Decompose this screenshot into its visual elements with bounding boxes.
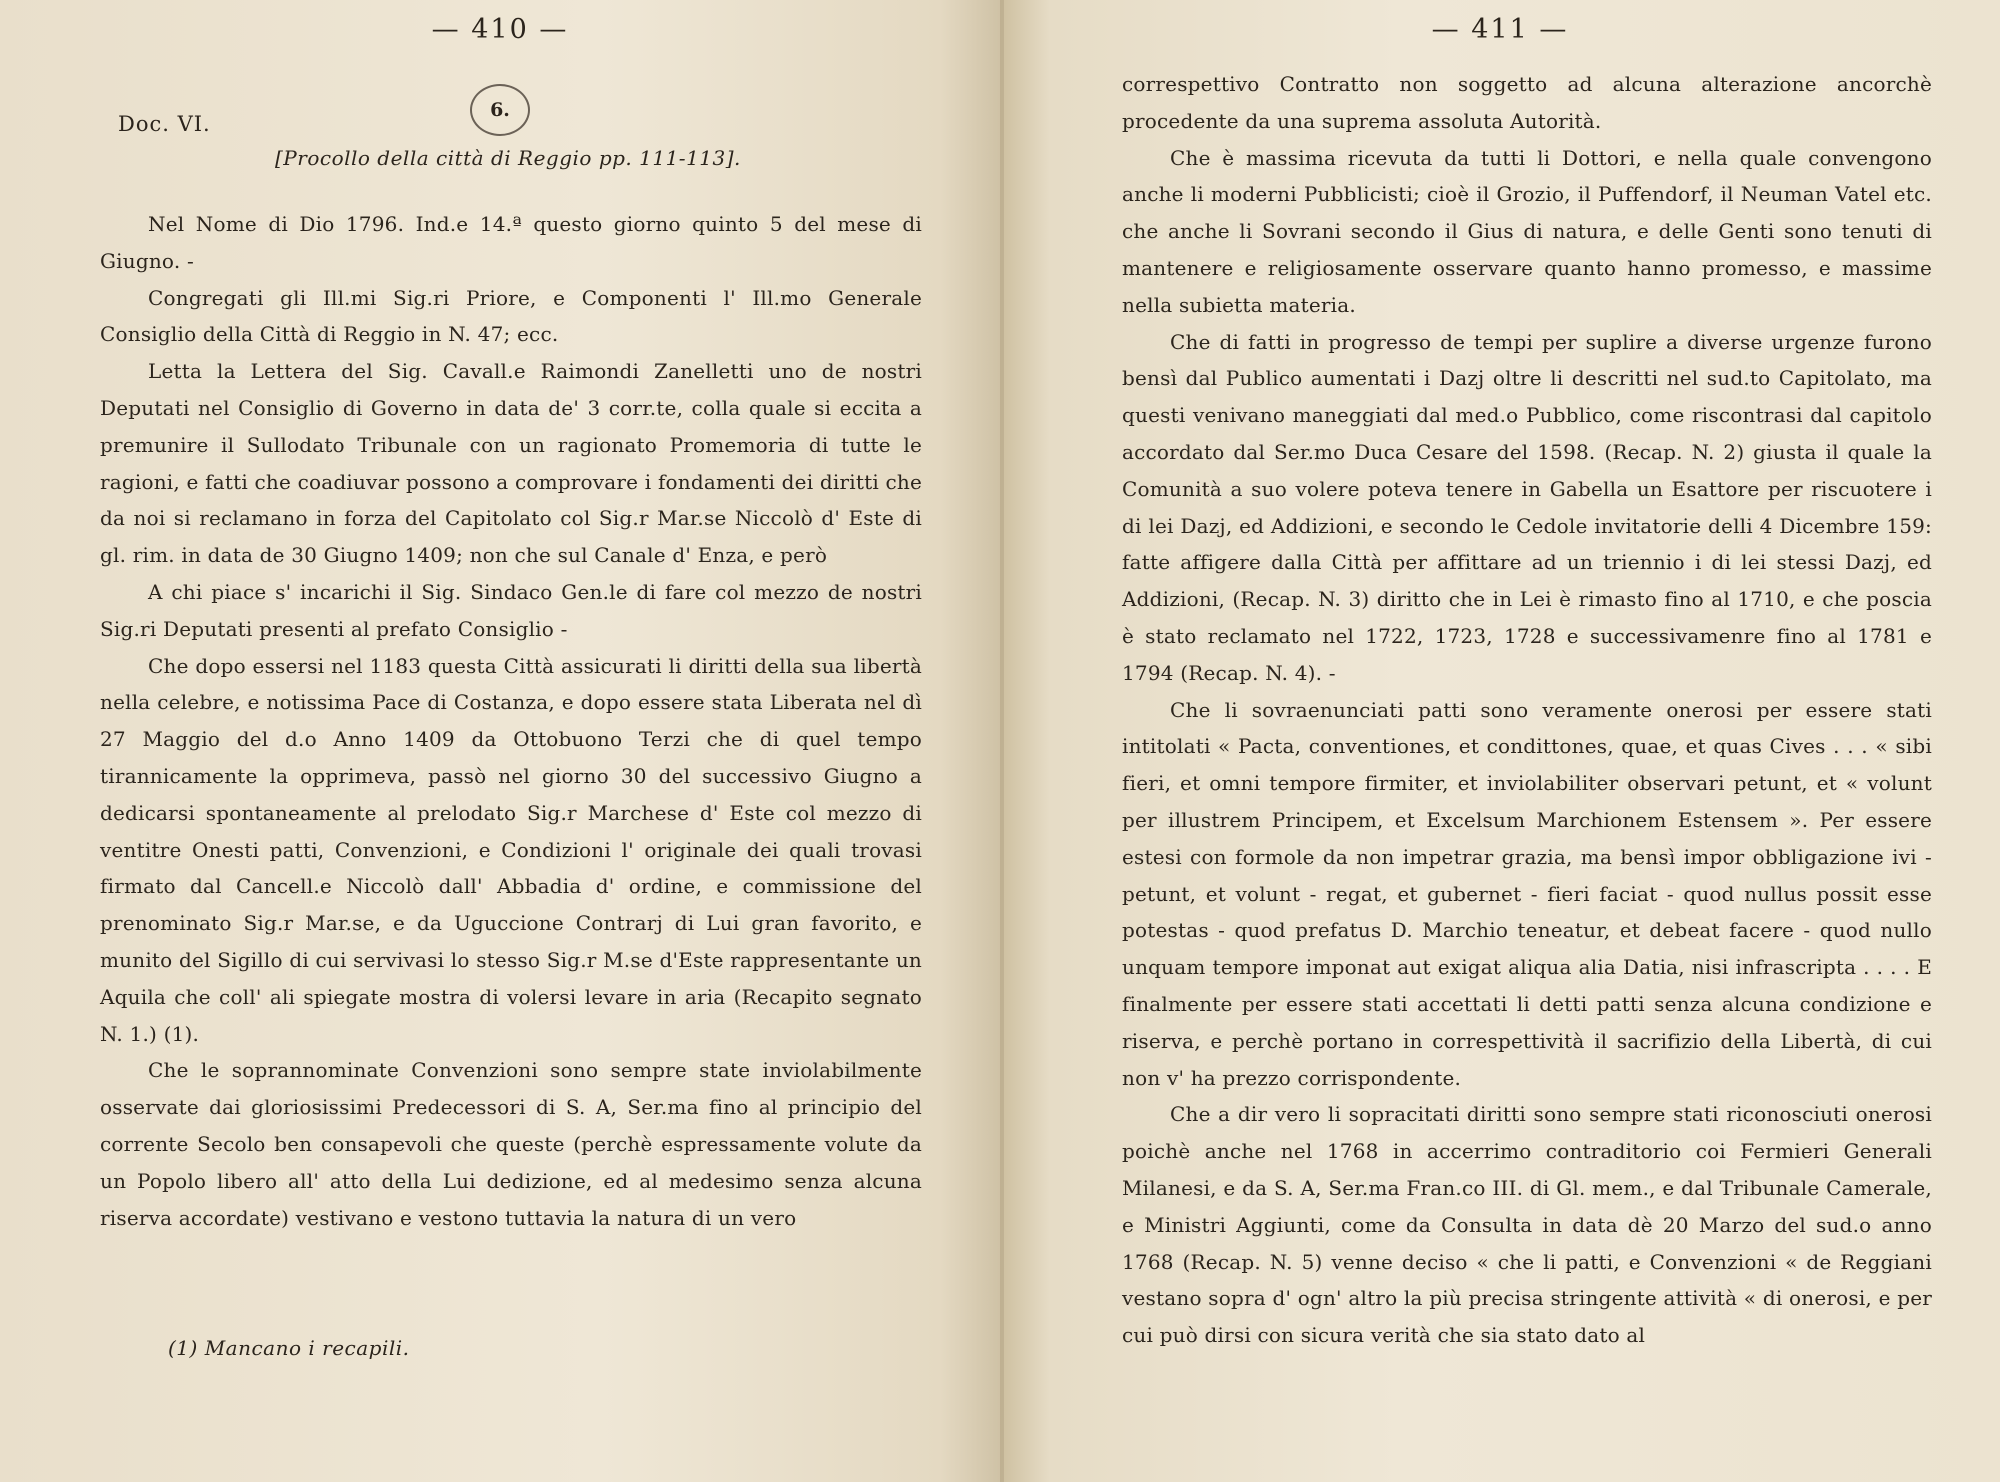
book-gutter <box>1000 0 1004 1482</box>
page-number-410: — 410 — <box>431 14 569 45</box>
right-body-text <box>1122 66 1932 1354</box>
paragraph: Che di fatti in progresso de tempi per suplire a diverse urgenze furono bensì dal Publico aumentati i Dazj oltre li descritti nel sud.to Capitolato, ma questi venivano maneggiati dal med.o Pubblico, come riscontrasi dal capitolo accordato dal Ser.mo Duca Cesare del 1598. (Recap. N. 2) giusta il quale la Comunità a suo volere poteva tenere in Gabella un Esattore per riscuotere i di lei Dazj, ed Addizioni, e secondo le Cedole invitatorie delli 4 Dicembre 159: fatte affigere dalla Città per affittare ad un triennio i di lei stessi Dazj, ed Addizioni, (Recap. N. 3) diritto che in Lei è rimasto fino al 1710, e che poscia è stato reclamato nel 1722, 1723, 1728 e successivamenre fino al 1781 e 1794 (Recap. N. 4). - <box>1122 329 1932 685</box>
document-label: Doc. VI. <box>118 112 211 136</box>
footnote: (1) Mancano i recapili. <box>168 1336 410 1360</box>
continuation-paragraph: correspettivo Contratto non soggetto ad alcuna alterazione ancorchè procedente da una suprema assoluta Autorità. <box>1122 72 1932 133</box>
page-number-411: — 411 — <box>1431 14 1569 45</box>
document-source: [Procollo della città di Reggio pp. 111-113]. <box>275 146 741 170</box>
left-body-text <box>100 206 922 1236</box>
paragraph: Che è massima ricevuta da tutti li Dottori, e nella quale convengono anche li moderni Pubblicisti; cioè il Grozio, il Puffendorf, il Neuman Vatel etc. che anche li Sovrani secondo il Gius di natura, e delle Genti sono tenuti di mantenere e religiosamente osservare quanto hanno promesso, e massime nella subietta materia. <box>1122 145 1932 317</box>
paragraph: Congregati gli Ill.mi Sig.ri Priore, e Componenti l' Ill.mo Generale Consiglio della Città di Reggio in N. 47; ecc. <box>100 285 922 347</box>
paragraph: A chi piace s' incarichi il Sig. Sindaco Gen.le di fare col mezzo de nostri Sig.ri Deputati presenti al prefato Consiglio - <box>100 579 922 641</box>
paragraph: Nel Nome di Dio 1796. Ind.e 14.ª questo giorno quinto 5 del mese di Giugno. - <box>100 212 922 273</box>
paragraph: Che a dir vero li sopracitati diritti sono sempre stati riconosciuti onerosi poichè anche nel 1768 in accerrimo contraditorio coi Fermieri Generali Milanesi, e da S. A, Ser.ma Fran.co III. di Gl. mem., e dal Tribunale Camerale, e Ministri Aggiunti, come da Consulta in data dè 20 Marzo del sud.o anno 1768 (Recap. N. 5) venne deciso « che li patti, e Convenzioni « de Reggiani vestano sopra d' ogn' altro la più precisa stringente attività « di onerosi, e per cui può dirsi con sicura verità che sia stato dato al <box>1122 1102 1932 1348</box>
document-number-circled: 6. <box>470 84 530 136</box>
paragraph: Che dopo essersi nel 1183 questa Città assicurati li diritti della sua libertà nella celebre, e notissima Pace di Costanza, e dopo essere stata Liberata nel dì 27 Maggio del d.o Anno 1409 da Ottobuono Terzi che di quel tempo tirannicamente la opprimeva, passò nel giorno 30 del successivo Giugno a dedicarsi spontaneamente al prelodato Sig.r Marchese d' Este col mezzo di ventitre Onesti patti, Convenzioni, e Condizioni l' originale dei quali trovasi firmato dal Cancell.e Niccolò dall' Abbadia d' ordine, e commissione del prenominato Sig.r Mar.se, e da Uguccione Contrarj di Lui gran favorito, e munito del Sigillo di cui servivasi lo stesso Sig.r M.se d'Este rappresentante un Aquila che coll' ali spiegate mostra di volersi levare in aria (Recapito segnato N. 1.) (1). <box>100 653 922 1046</box>
paragraph: Che le soprannominate Convenzioni sono sempre state inviolabilmente osservate dai gloriosissimi Predecessori di S. A, Ser.ma fino al principio del corrente Secolo ben consapevoli che queste (perchè espressamente volute da un Popolo libero all' atto della Lui dedizione, ed al medesimo senza alcuna riserva accordate) vestivano e vestono tuttavia la natura di un vero <box>100 1058 922 1230</box>
right-page <box>1000 0 2000 1482</box>
paragraph: Che li sovraenunciati patti sono veramente onerosi per essere stati intitolati « Pacta, conventiones, et condittones, quae, et quas Cives . . . « sibi fieri, et omni tempore firmiter, et inviolabiliter observari petunt, et « volunt per illustrem Principem, et Excelsum Marchionem Estensem ». Per essere estesi con formole da non impetrar grazia, ma bensì impor obbligazione ivi - petunt, et volunt - regat, et gubernet - fieri faciat - quod nullus possit esse potestas - quod prefatus D. Marchio teneatur, et debeat facere - quod nullo unquam tempore imponat aut exigat aliqua alia Datia, nisi infrascripta . . . . E finalmente per essere stati accettati li detti patti senza alcuna condizione e riserva, e perchè portano in correspettività il sacrifizio della Libertà, di cui non v' ha prezzo corrispondente. <box>1122 697 1932 1090</box>
paragraph: Letta la Lettera del Sig. Cavall.e Raimondi Zanelletti uno de nostri Deputati nel Consiglio di Governo in data de' 3 corr.te, colla quale si eccita a premunire il Sullodato Tribunale con un ragionato Promemoria di tutte le ragioni, e fatti che coadiuvar possono a comprovare i fondamenti dei diritti che da noi si reclamano in forza del Capitolato col Sig.r Mar.se Niccolò d' Este di gl. rim. in data de 30 Giugno 1409; non che sul Canale d' Enza, e però <box>100 359 922 568</box>
